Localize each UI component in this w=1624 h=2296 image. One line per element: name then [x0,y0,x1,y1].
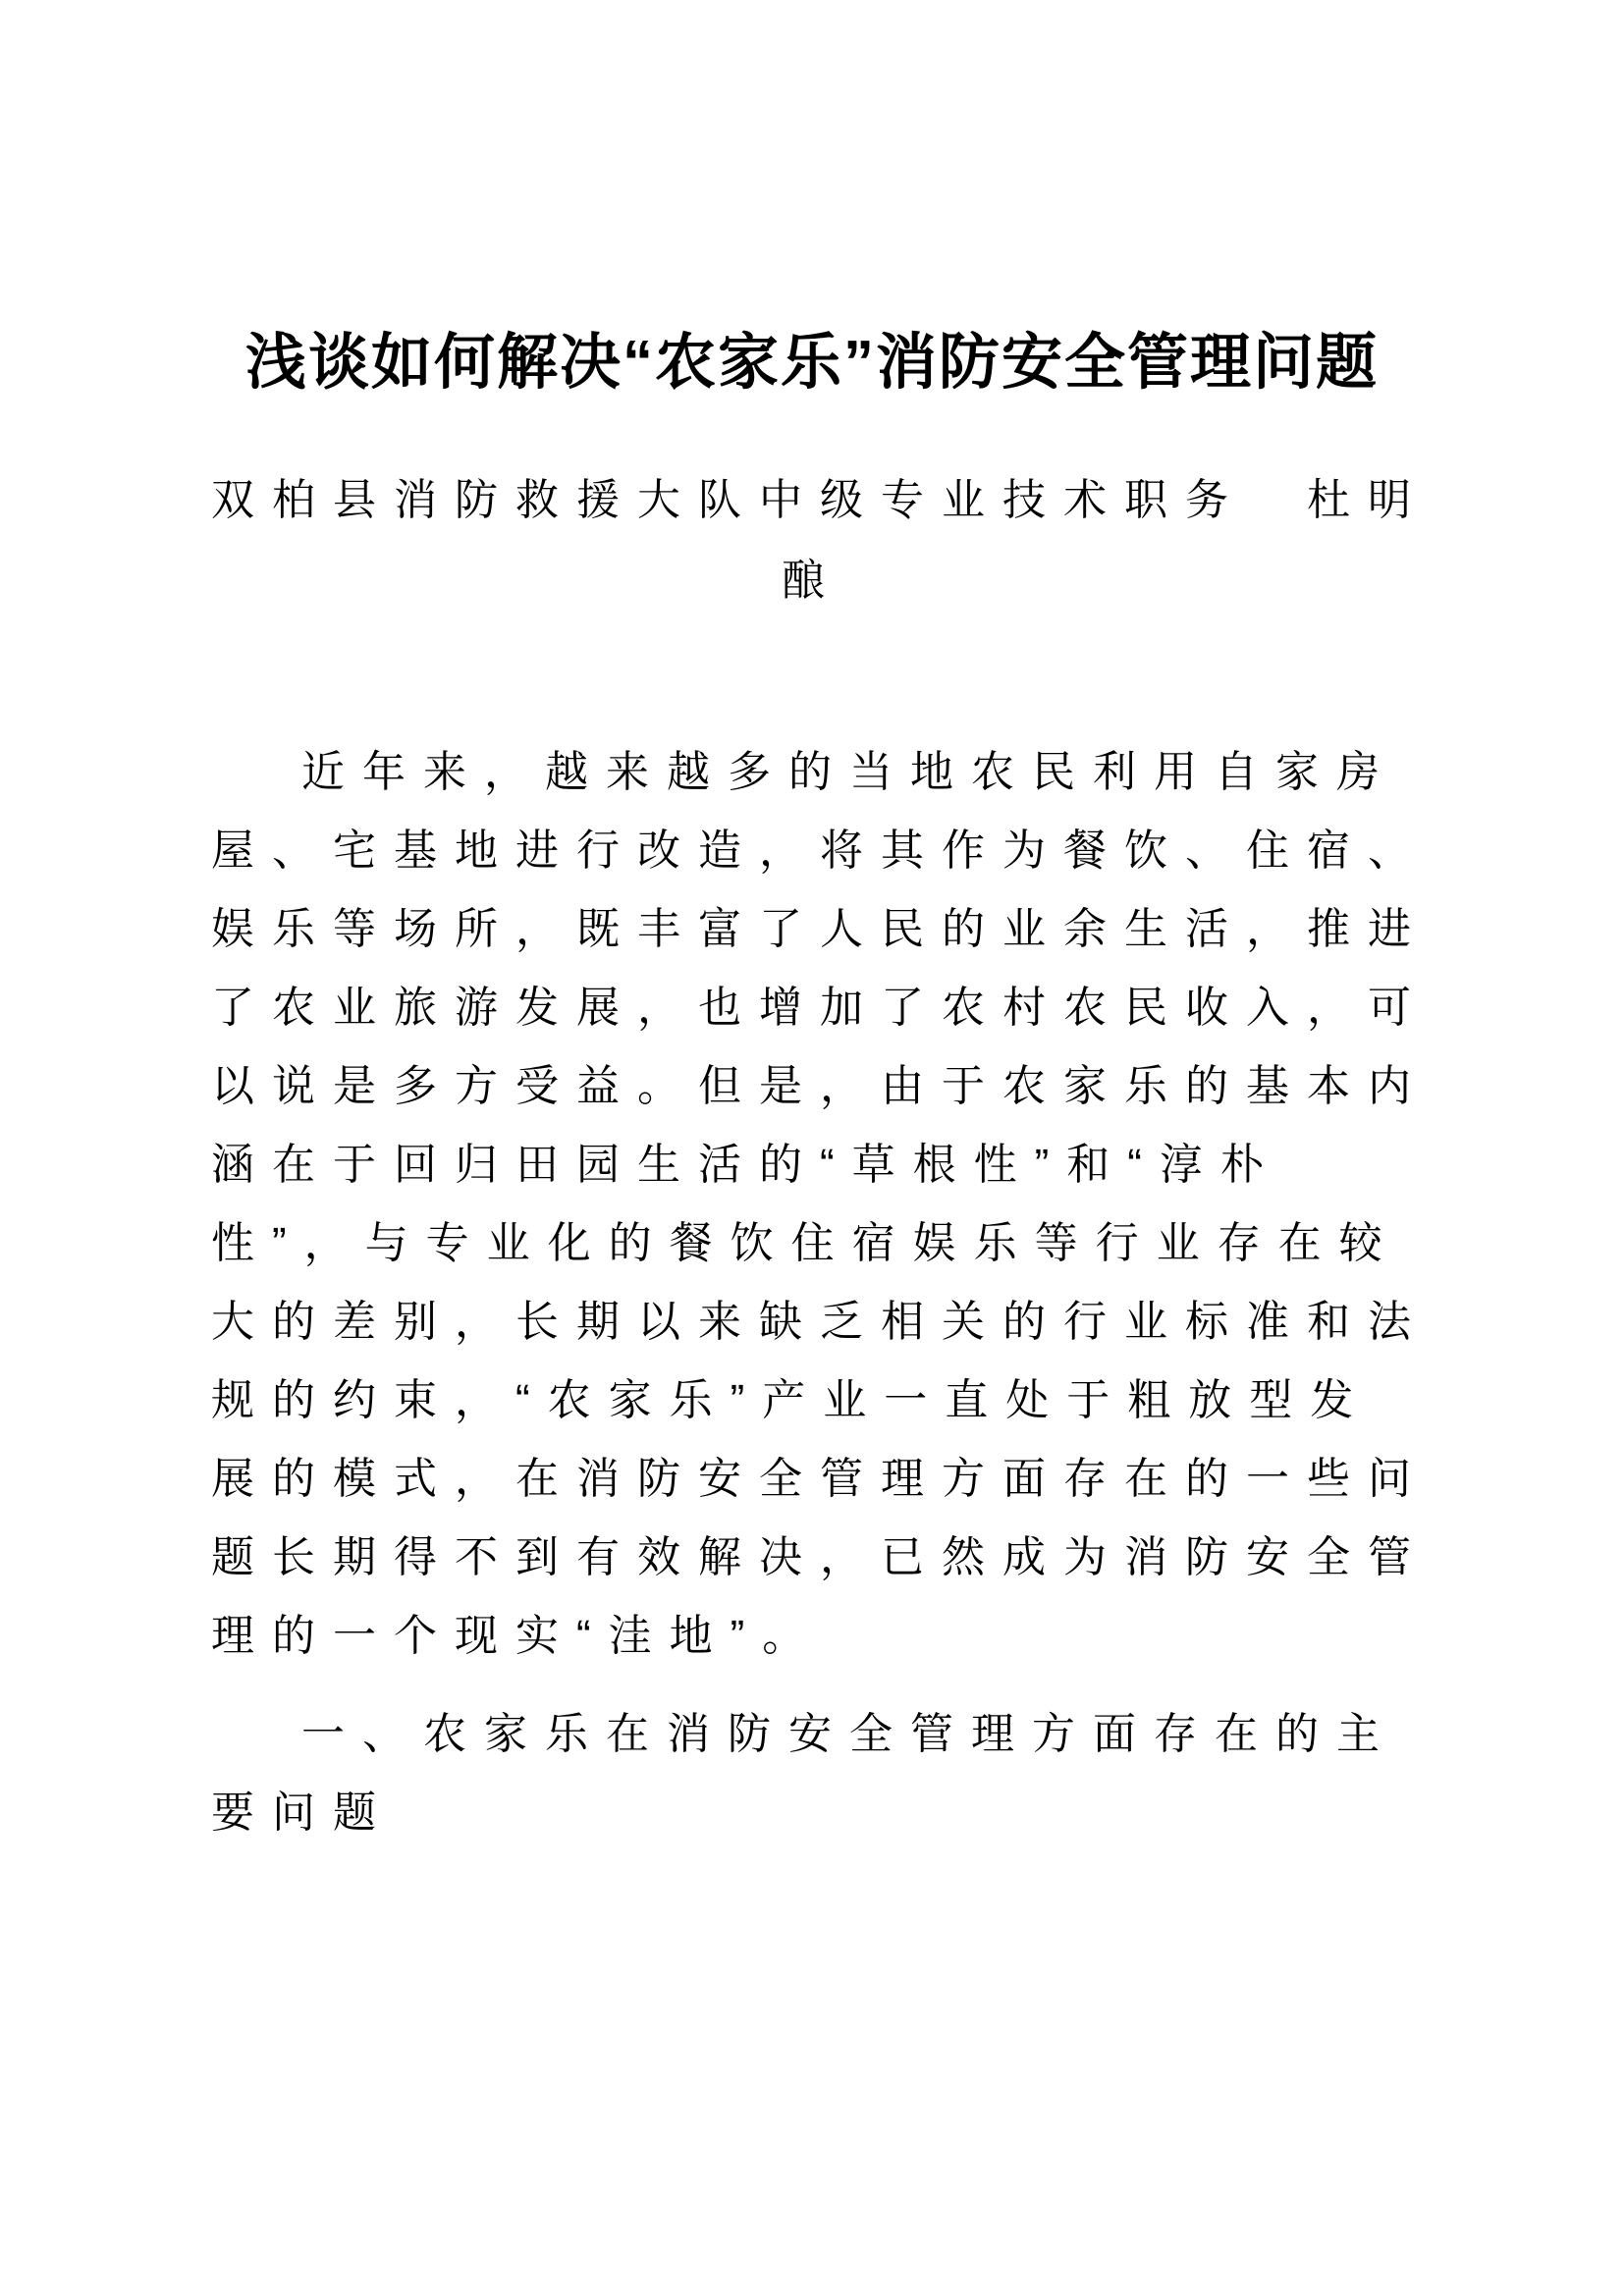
text-line: 理的一个现实“洼地”。 [211,1612,824,1660]
text-line: 题长期得不到有效解决，已然成为消防安全管 [211,1533,1429,1581]
intro-paragraph [211,733,1429,1676]
byline [211,460,1429,621]
document-title: 浅谈如何解决“农家乐”消防安全管理问题 [244,329,1379,397]
text-line: 娱乐等场所，既丰富了人民的业余生活，推进 [211,905,1429,953]
text-line: 了农业旅游发展，也增加了农村农民收入，可 [211,984,1429,1032]
text-line: 涵在于回归田园生活的“草根性”和“淳朴 [211,1141,1281,1189]
text-line: 一、农家乐在消防安全管理方面存在的主 [301,1710,1397,1758]
text-line: 展的模式，在消防安全管理方面存在的一些问 [211,1455,1429,1503]
text-line: 以说是多方受益。但是，由于农家乐的基本内 [211,1062,1429,1110]
byline-line: 双柏县消防救援大队中级专业技术职务 杜明 [211,476,1429,524]
text-line: 大的差别，长期以来缺乏相关的行业标准和法 [211,1298,1429,1346]
document-content [211,0,1429,1852]
document-body [211,733,1429,1852]
text-line: 规的约束，“农家乐”产业一直处于粗放型发 [211,1376,1372,1424]
text-line: 近年来，越来越多的当地农民利用自家房 [301,748,1397,796]
text-line: 要问题 [211,1789,394,1837]
text-line: 性”，与专业化的餐饮住宿娱乐等行业存在较 [211,1219,1400,1267]
section-heading-1 [211,1695,1413,1852]
text-line: 屋、宅基地进行改造，将其作为餐饮、住宿、 [211,827,1429,875]
byline-author-overflow: 酿 [782,557,842,605]
